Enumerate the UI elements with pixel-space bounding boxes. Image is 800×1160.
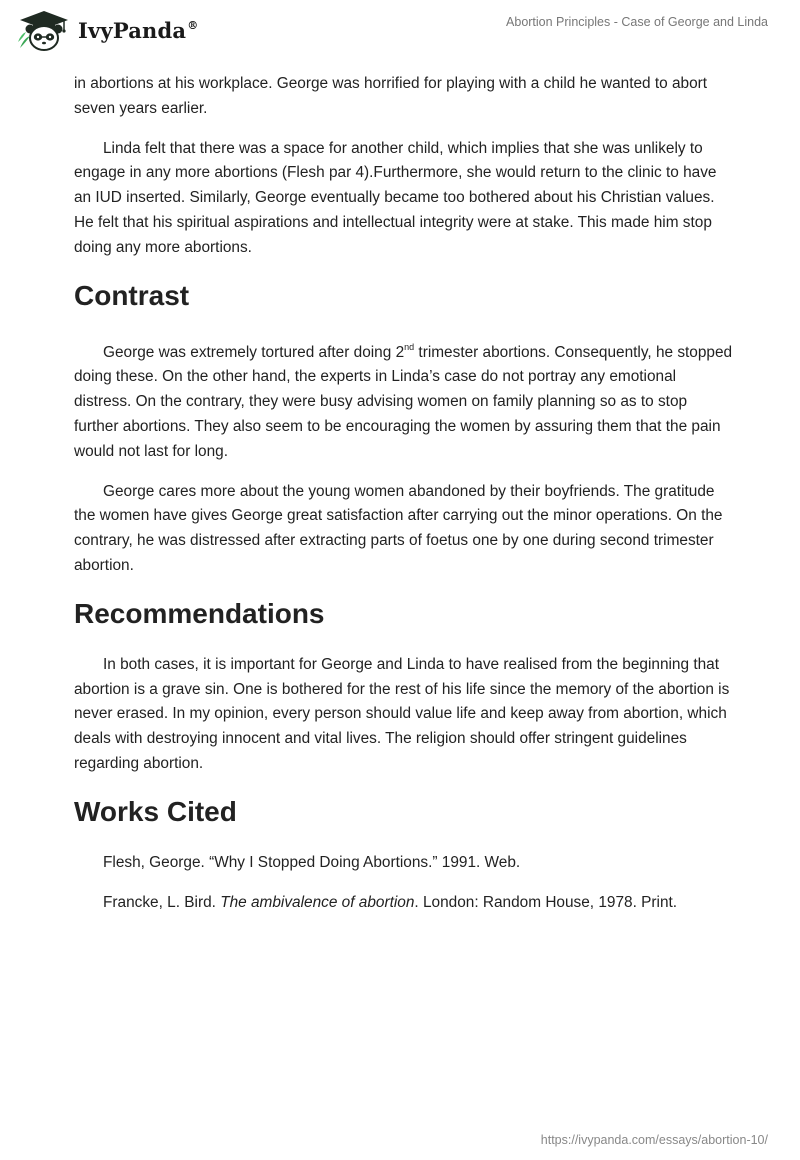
citation-book-title: The ambivalence of abortion (220, 893, 415, 911)
paragraph-contrast-2: George cares more about the young women abandoned by their boyfriends. The gratitude the women have gives George great satisfaction after carrying out the minor operations. On the contrary, he was distressed after extracting parts of foetus one by one during second trimester abortion. (74, 482, 723, 574)
paragraph-recommendations: In both cases, it is important for George and Linda to have realised from the beginning that abortion is a grave sin. One is bothered for the rest of his life since the memory of the abortion is never erased. In my opinion, every person should value life and keep away from abortion, which deals with destroying innocent and vital lives. The religion should offer stringent guidelines regarding abortion. (74, 655, 730, 772)
paragraph-contrast-1: George was extremely tortured after doing 2nd trimester abortions. Consequently, he stopped doing these. On the other hand, the experts in Linda’s case do not portray any emotional distress. On the contrary, they were busy advising women on family planning so as to stop further abortions. They also seem to be encouraging the women by assuring them that the pain would not last for long. (74, 341, 733, 460)
heading-works-cited: Works Cited (74, 795, 237, 827)
source-url[interactable]: https://ivypanda.com/essays/abortion-10/ (540, 1133, 768, 1147)
essay-content (74, 72, 734, 930)
citation-flesh: Flesh, George. “Why I Stopped Doing Abortions.” 1991. Web. (103, 853, 521, 871)
brand-name: IvyPanda® (78, 17, 199, 43)
heading-recommendations: Recommendations (74, 597, 325, 629)
paragraph-linda: Linda felt that there was a space for another child, which implies that she was unlikely to engage in any more abortions (Flesh par 4).Furthermore, she would return to the clinic to have an IUD inserted. Similarly, George eventually became too bothered about his Christian values. He felt that his spiritual aspirations and intellectual integrity were at stake. This made him stop doing any more abortions. (74, 139, 717, 256)
registered-mark: ® (187, 18, 199, 32)
ivypanda-logo[interactable] (16, 8, 198, 52)
heading-contrast: Contrast (74, 279, 190, 311)
citation-francke: Francke, L. Bird. The ambivalence of abortion. London: Random House, 1978. Print. (103, 893, 678, 911)
ordinal-superscript: nd (404, 341, 415, 352)
panda-graduate-icon (16, 8, 72, 52)
page-header (0, 0, 800, 60)
paragraph-continued: in abortions at his workplace. George was horrified for playing with a child he wanted to abort seven years earlier. (74, 75, 708, 117)
document-title: Abortion Principles - Case of George and Linda (506, 15, 768, 29)
